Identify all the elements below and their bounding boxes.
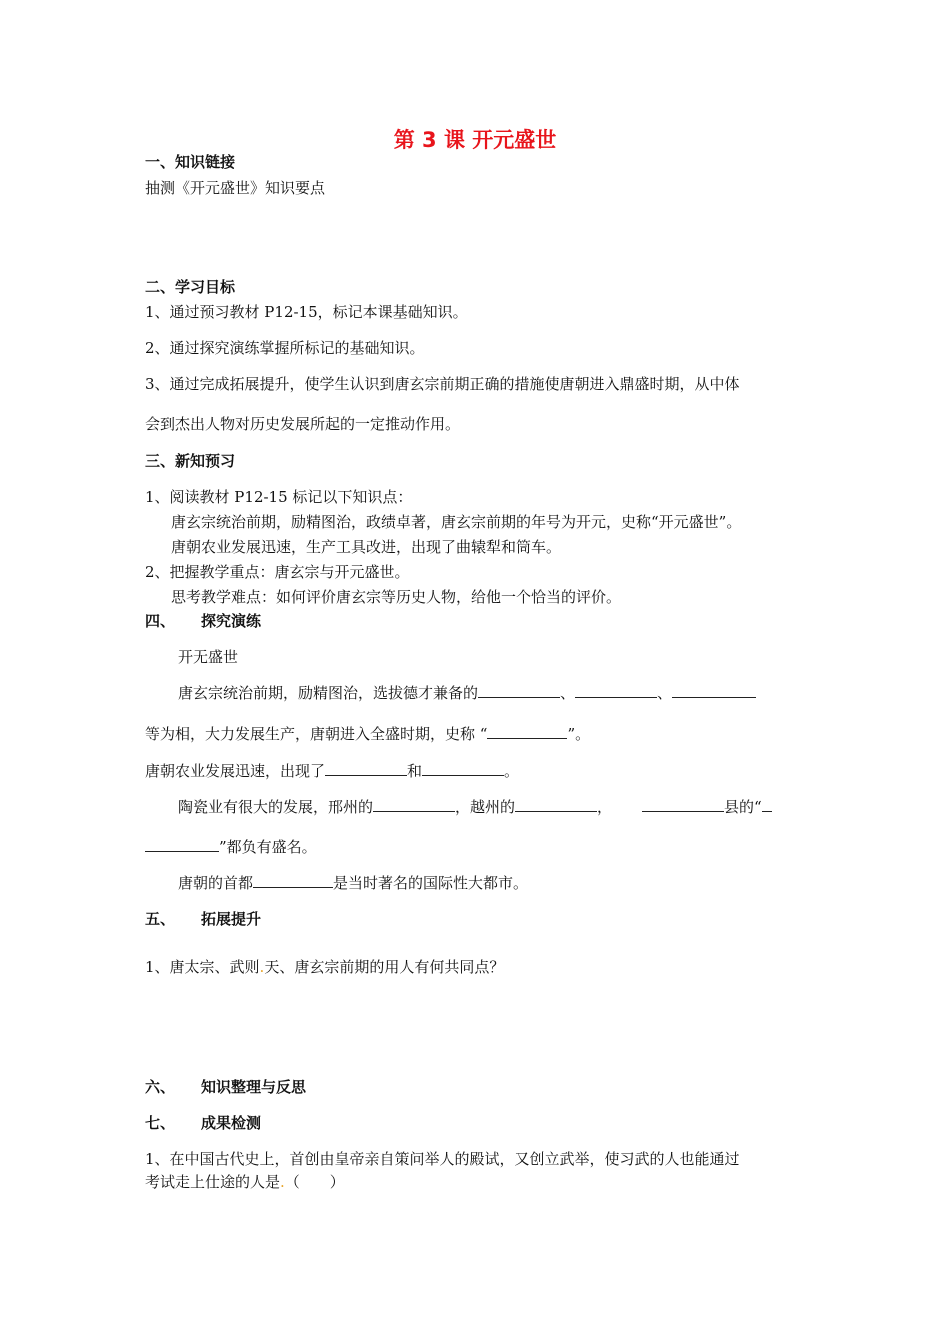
section-4-number: 四、 [145,612,176,630]
exercise-line-2-end: ”。 [567,725,591,743]
answer-blank [575,683,657,698]
preview-line-1: 1、阅读教材 P12-15 标记以下知识点： [145,488,413,506]
exercise-line-4-text: 陶瓷业有很大的发展，邢州的 [178,798,374,816]
extension-question-1 [145,957,504,977]
preview-line-3: 唐朝农业发展迅速，生产工具改进，出现了曲辕犁和筒车。 [171,538,562,556]
separator: 、 [560,684,576,702]
goal-3-continued: 会到杰出人物对历史发展所起的一定推动作用。 [145,415,461,433]
exercise-line-4-mid: ，越州的 [455,798,516,816]
answer-parentheses: （ ） [284,1173,345,1191]
answer-blank [642,797,724,812]
section-6-number: 六、 [145,1078,176,1096]
exercise-line-6 [178,873,528,893]
exercise-line-4-end: 县的“ [724,798,762,816]
answer-blank-continued [145,837,219,852]
exercise-line-1 [178,683,756,703]
answer-blank-start [762,797,772,812]
exercise-line-5-text: ”都负有盛名。 [219,838,317,856]
page-title: 第 3 课 开元盛世 [393,128,557,152]
exercise-line-5 [145,837,317,857]
answer-blank [422,761,504,776]
exercise-line-4 [178,797,772,817]
section-5-heading: 拓展提升 [201,910,262,928]
section-6-heading: 知识整理与反思 [201,1078,307,1096]
extension-question-text-end: 天、唐玄宗前期的用人有何共同点？ [264,958,505,976]
answer-blank [253,873,333,888]
separator: 、 [657,684,673,702]
exercise-line-3-text: 唐朝农业发展迅速，出现了 [145,762,326,780]
answer-blank [478,683,560,698]
exercise-line-3-end: 。 [504,762,520,780]
exercise-line-3 [145,761,519,781]
test-question-text: 考试走上仕途的人是 [145,1173,281,1191]
section-7-heading: 成果检测 [201,1114,262,1132]
answer-blank [672,683,756,698]
exercise-line-3-mid: 和 [407,762,423,780]
section-1-heading: 一、知识链接 [145,153,236,171]
goal-1: 1、通过预习教材 P12-15，标记本课基础知识。 [145,303,468,321]
goal-2: 2、通过探究演练掌握所标记的基础知识。 [145,339,425,357]
answer-blank [325,761,407,776]
exercise-line-6-text: 唐朝的首都 [178,874,254,892]
exercise-line-2-text: 等为相，大力发展生产，唐朝进入全盛时期，史称 “ [145,725,488,743]
exercise-line-6-end: 是当时著名的国际性大都市。 [333,874,529,892]
section-4-heading: 探究演练 [201,612,262,630]
section-7-number: 七、 [145,1114,176,1132]
answer-blank [515,797,597,812]
preview-line-4: 2、把握教学重点：唐玄宗与开元盛世。 [145,563,410,581]
answer-blank [373,797,455,812]
extension-question-text: 1、唐太宗、武则 [145,958,260,976]
section-2-heading: 二、学习目标 [145,278,236,296]
exercise-line-4-comma: ， [597,798,613,816]
preview-line-2: 唐玄宗统治前期，励精图治，政绩卓著，唐玄宗前期的年号为开元，史称“开元盛世”。 [171,513,742,531]
test-question-1-continued [145,1172,345,1192]
answer-blank [487,724,567,739]
exercise-subtitle: 开无盛世 [178,648,239,666]
section-5-number: 五、 [145,910,176,928]
marker-dot: . [280,1173,285,1191]
section-1-text: 抽测《开元盛世》知识要点 [145,179,326,197]
marker-dot: . [259,958,265,976]
exercise-line-2 [145,724,590,744]
test-question-1: 1、在中国古代史上，首创由皇帝亲自策问举人的殿试，又创立武举，使习武的人也能通过 [145,1150,740,1168]
exercise-line-1-text: 唐玄宗统治前期，励精图治，选拔德才兼备的 [178,684,479,702]
goal-3: 3、通过完成拓展提升，使学生认识到唐玄宗前期正确的措施使唐朝进入鼎盛时期，从中体 [145,375,740,393]
section-3-heading: 三、新知预习 [145,452,236,470]
preview-line-5: 思考教学难点：如何评价唐玄宗等历史人物，给他一个恰当的评价。 [171,588,622,606]
